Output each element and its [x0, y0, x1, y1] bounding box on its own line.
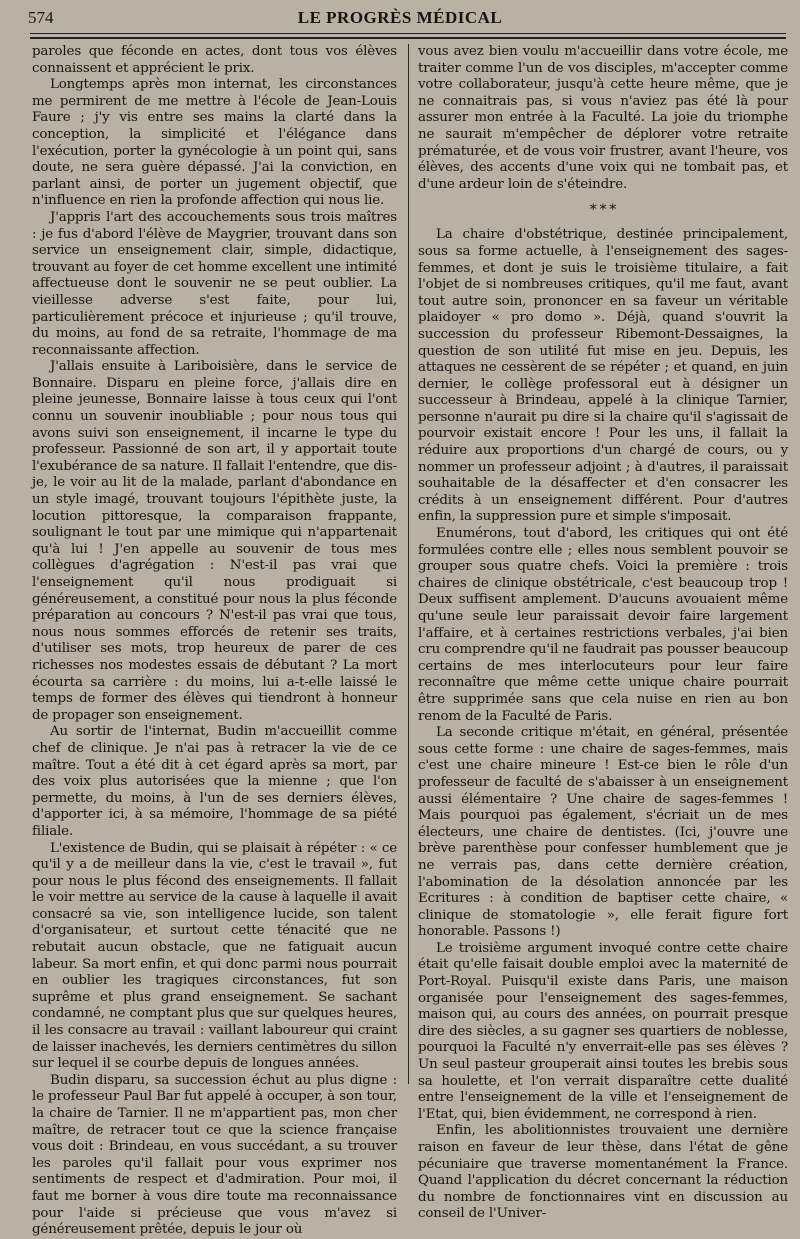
page-header [0, 6, 800, 30]
paragraph: Au sortir de l'internat, Budin m'accueillit comme chef de clinique. Je n'ai pas à retracer la vie de ce maître. Tout a été dit à cet égard après sa mort, par des voix plus autorisées que la mienne ; que l'on permette, du moins, à l'un de ses derniers élèves, d'apporter ici, à sa mémoire, l'hommage de sa piété filiale. [32, 724, 397, 839]
paragraph: J'allais ensuite à Lariboisière, dans le service de Bonnaire. Disparu en pleine force, j'allais dire en pleine jeunesse, Bonnaire laisse à tous ceux qui l'ont connu un souvenir inoubliable ; pour nous tous qui avons suivi son enseignement, il incarne le type du professeur. Passionné de son art, il y apportait toute l'exubérance de sa nature. Il fallait l'entendre, que dis-je, le voir au lit de la malade, parlant d'abondance en un style imagé, trouvant toujours l'épithète juste, la locution pittoresque, la comparaison frappante, soulignant le tout par une mimique qui n'appartenait qu'à lui ! J'en appelle au souvenir de tous mes collègues d'agrégation : N'est-il pas vrai que l'enseignement qu'il nous prodiguait si généreusement, a constitué pour nous la plus féconde préparation au concours ? N'est-il pas vrai que tous, nous nous sommes efforcés de retenir ses traits, d'utiliser ses mots, trop heureux de parer de ces richesses nos modestes essais de débutant ? La mort écourta sa carrière : du moins, lui a-t-elle laissé le temps de former des élèves qui tiendront à honneur de propager son enseignement. [32, 359, 397, 723]
paragraph: L'existence de Budin, qui se plaisait à répéter : « ce qu'il y a de meilleur dans la vie, c'est le travail », fut pour nous le plus fécond des enseignements. Il fallait le voir mettre au service de la cause à laquelle il avait consacré sa vie, son intelligence lucide, son talent d'organisateur, et surtout cette ténacité que ne rebutait aucun obstacle, que ne fatiguait aucun labeur. Sa mort enfin, et qui donc parmi nous pourrait en oublier les tragiques circonstances, fut son suprême et plus grand enseignement. Se sachant condamné, ne comptant plus que sur quelques heures, il les consacre au travail : vaillant laboureur qui craint de laisser inachevés, les derniers centimètres du sillon sur lequel il se courbe depuis de longues années. [32, 840, 397, 1072]
column-divider [408, 44, 409, 1084]
left-column [32, 44, 397, 1238]
paragraph: Budin disparu, sa succession échut au plus digne : le professeur Paul Bar fut appelé à occuper, à son tour, la chaire de Tarnier. Il ne m'appartient pas, mon cher maître, de retracer tout ce que la science française vous doit : Brindeau, en vous succédant, a su trouver les paroles qu'il fallait pour vous exprimer nos sentiments de respect et d'admiration. Pour moi, il faut me borner à vous dire toute ma reconnaissance pour l'aide si précieuse que vous m'avez si généreusement prêtée, depuis le jour où [32, 1072, 397, 1238]
page-number: 574 [28, 8, 54, 27]
paragraph: paroles que féconde en actes, dont tous vos élèves connaissent et apprécient le prix. [32, 44, 397, 76]
paragraph: Le troisième argument invoqué contre cette chaire était qu'elle faisait double emploi avec la maternité de Port-Royal. Puisqu'il existe dans Paris, une maison organisée pour l'enseignement des sages-femmes, maison qui, au cours des années, on pourrait presque dire des siècles, a su gagner ses quartiers de noblesse, pourquoi la Faculté n'y enverrait-elle pas ses élèves ? Un seul pasteur grouperait ainsi toutes les brebis sous sa houlette, et l'on verrait disparaître cette dualité entre l'enseignement de la ville et l'enseignement de l'Etat, qui, bien évidemment, ne correspond à rien. [418, 940, 788, 1122]
paragraph: Longtemps après mon internat, les circonstances me permirent de me mettre à l'école de Jean-Louis Faure ; j'y vis entre ses mains la clarté dans la conception, la simplicité et l'élégance dans l'exécution, porter la gynécologie à un point qui, sans doute, ne sera guère dépassé. J'ai la conviction, en parlant ainsi, de porter un jugement objectif, que n'influence en rien la profonde affection qui nous lie. [32, 77, 397, 209]
header-rule [30, 33, 786, 34]
paragraph: J'appris l'art des accouchements sous trois maîtres : je fus d'abord l'élève de Maygrier, trouvant dans son service un enseignement clair, simple, didactique, trouvant au foyer de cet homme excellent une intimité affectueuse dont le souvenir ne se peut oublier. La vieillesse adverse s'est faite, pour lui, particulièrement précoce et injurieuse ; qu'il trouve, du moins, au fond de sa retraite, l'hommage de ma reconnaissante affection. [32, 209, 397, 358]
right-column [418, 44, 788, 1222]
paragraph: Enfin, les abolitionnistes trouvaient une dernière raison en faveur de leur thèse, dans l'état de gêne pécuniaire que traverse momentanément la France. Quand l'application du décret concernant la réduction du nombre de fonctionnaires vint en discussion au conseil de l'Univer- [418, 1123, 788, 1222]
section-separator: * * * [589, 202, 617, 219]
paragraph: La chaire d'obstétrique, destinée principalement, sous sa forme actuelle, à l'enseignement des sages-femmes, et dont je suis le troisième titulaire, a fait l'objet de si nombreuses critiques, qu'il me faut, avant tout autre soin, prononcer en sa faveur un véritable plaidoyer « pro domo ». Déjà, quand s'ouvrit la succession du professeur Ribemont-Dessaignes, la question de son utilité fut mise en jeu. Depuis, les attaques ne cessèrent de se répéter ; et quand, en juin dernier, le collège professoral eut à désigner un successeur à Brindeau, appelé à la clinique Tarnier, personne n'aurait pu dire si la chaire qu'il s'agissait de pourvoir existait encore ! Pour les uns, il fallait la réduire aux proportions d'un chargé de cours, ou y nommer un professeur adjoint ; à d'autres, il paraissait souhaitable de la désaffecter et d'en consacrer les crédits à un enseignement différent. Pour d'autres enfin, la suppression pure et simple s'imposait. [418, 227, 788, 525]
running-head: LE PROGRÈS MÉDICAL [297, 8, 503, 27]
header-rule-thick [30, 37, 786, 39]
paragraph: Enumérons, tout d'abord, les critiques qui ont été formulées contre elle ; elles nous semblent pouvoir se grouper sous quatre chefs. Voici la première : trois chaires de clinique obstétricale, c'est beaucoup trop ! Deux suffisent amplement. D'aucuns avouaient même qu'une seule leur paraissait devoir faire largement l'affaire, et à certaines restrictions verbales, j'ai bien cru comprendre qu'il ne faudrait pas pousser beaucoup certains de mes interlocuteurs pour leur faire reconnaître que même cette unique chaire pourrait être supprimée sans que cela nuise en rien au bon renom de la Faculté de Paris. [418, 526, 788, 724]
paragraph: La seconde critique m'était, en général, présentée sous cette forme : une chaire de sages-femmes, mais c'est une chaire mineure ! Est-ce bien le rôle d'un professeur de faculté de s'abaisser à un enseignement aussi élémentaire ? Une chaire de sages-femmes ! Mais pourquoi pas également, s'écriait un de mes électeurs, une chaire de dentistes. (Ici, j'ouvre une brève parenthèse pour confesser humblement que je ne verrais pas, dans cette dernière création, l'abomination de la désolation annoncée par les Ecritures : à condition de baptiser cette chaire, « clinique de stomatologie », elle ferait figure fort honorable. Passons !) [418, 725, 788, 940]
paragraph: vous avez bien voulu m'accueillir dans votre école, me traiter comme l'un de vos disciples, m'accepter comme votre collaborateur, jusqu'à cette heure même, que je ne connaitrais pas, si vous n'aviez pas été là pour assurer mon entrée à la Faculté. La joie du triomphe ne saurait m'empêcher de déplorer votre retraite prématurée, et de vous voir frustrer, avant l'heure, vos élèves, des accents d'une voix qui ne tombait pas, et d'une ardeur loin de s'éteindre. [418, 44, 788, 192]
